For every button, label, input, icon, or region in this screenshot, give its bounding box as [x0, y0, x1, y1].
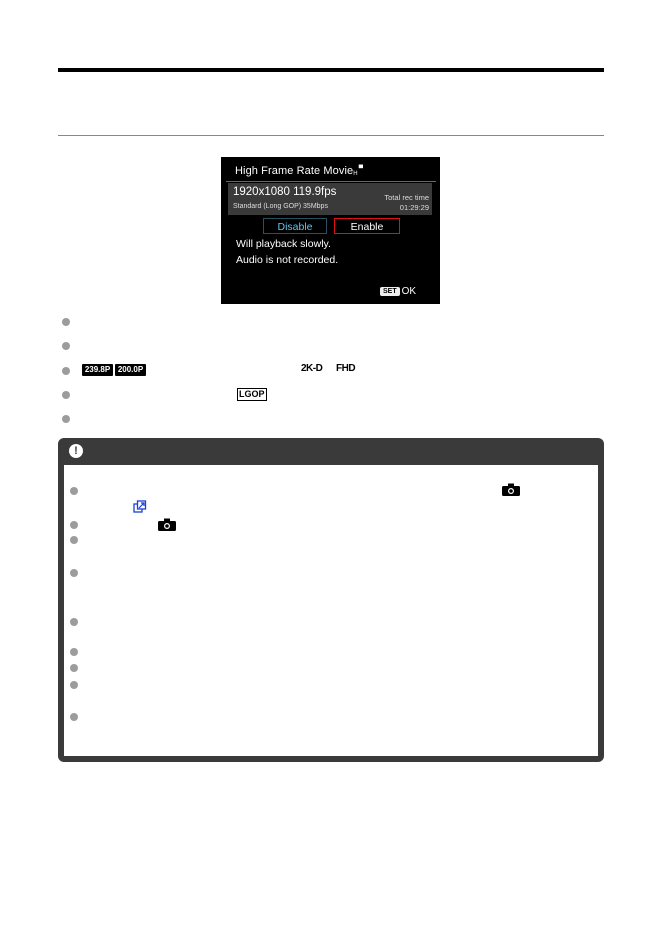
message-playback: Will playback slowly.: [236, 238, 331, 250]
caution-bullet-6: [70, 648, 78, 656]
set-key-icon: SET: [380, 287, 400, 296]
bullet-1: [62, 318, 70, 326]
bullet-2: [62, 342, 70, 350]
camera-icon: [502, 483, 520, 496]
menu-title: High Frame Rate Movie$_H$▀: [235, 165, 364, 177]
long-gop-icon: LGOP: [239, 389, 265, 399]
bullet-3: [62, 367, 70, 375]
section-title-rule: [58, 135, 604, 136]
camera-menu-screen: [221, 157, 440, 304]
caution-bullet-1: [70, 487, 78, 495]
ok-label: OK: [401, 286, 417, 297]
caution-bullet-8: [70, 681, 78, 689]
caution-bullet-9: [70, 713, 78, 721]
caution-bullet-2: [70, 521, 78, 529]
size-2k-d-icon: 2K-D: [301, 363, 323, 374]
fps-239-8p-icon: 239.8P: [82, 364, 113, 376]
resolution-fps: 1920x1080 119.9fps: [233, 186, 337, 198]
bullet-4: [62, 391, 70, 399]
caution-box: [58, 438, 604, 762]
section-top-rule: [58, 68, 604, 72]
quality-bitrate: Standard (Long GOP) 35Mbps: [233, 203, 328, 210]
disable-option[interactable]: Disable: [263, 218, 327, 234]
caution-icon: !: [69, 444, 83, 458]
caution-bullet-5: [70, 618, 78, 626]
size-fhd-icon: FHD: [336, 363, 356, 374]
enable-option[interactable]: Enable: [334, 218, 400, 234]
menu-title-divider: [226, 181, 436, 182]
caution-bullet-7: [70, 664, 78, 672]
total-rec-time: 01:29:29: [399, 203, 429, 212]
caution-bullet-3: [70, 536, 78, 544]
set-ok-hint: [380, 286, 416, 297]
page-link-icon[interactable]: [133, 500, 147, 514]
camera-icon-2: [158, 518, 176, 531]
total-rec-label: Total rec time: [384, 193, 429, 202]
message-audio: Audio is not recorded.: [236, 254, 339, 266]
settings-panel: [228, 183, 432, 215]
fps-200-0p-icon: 200.0P: [115, 364, 146, 376]
bullet-5: [62, 415, 70, 423]
caution-bullet-4: [70, 569, 78, 577]
